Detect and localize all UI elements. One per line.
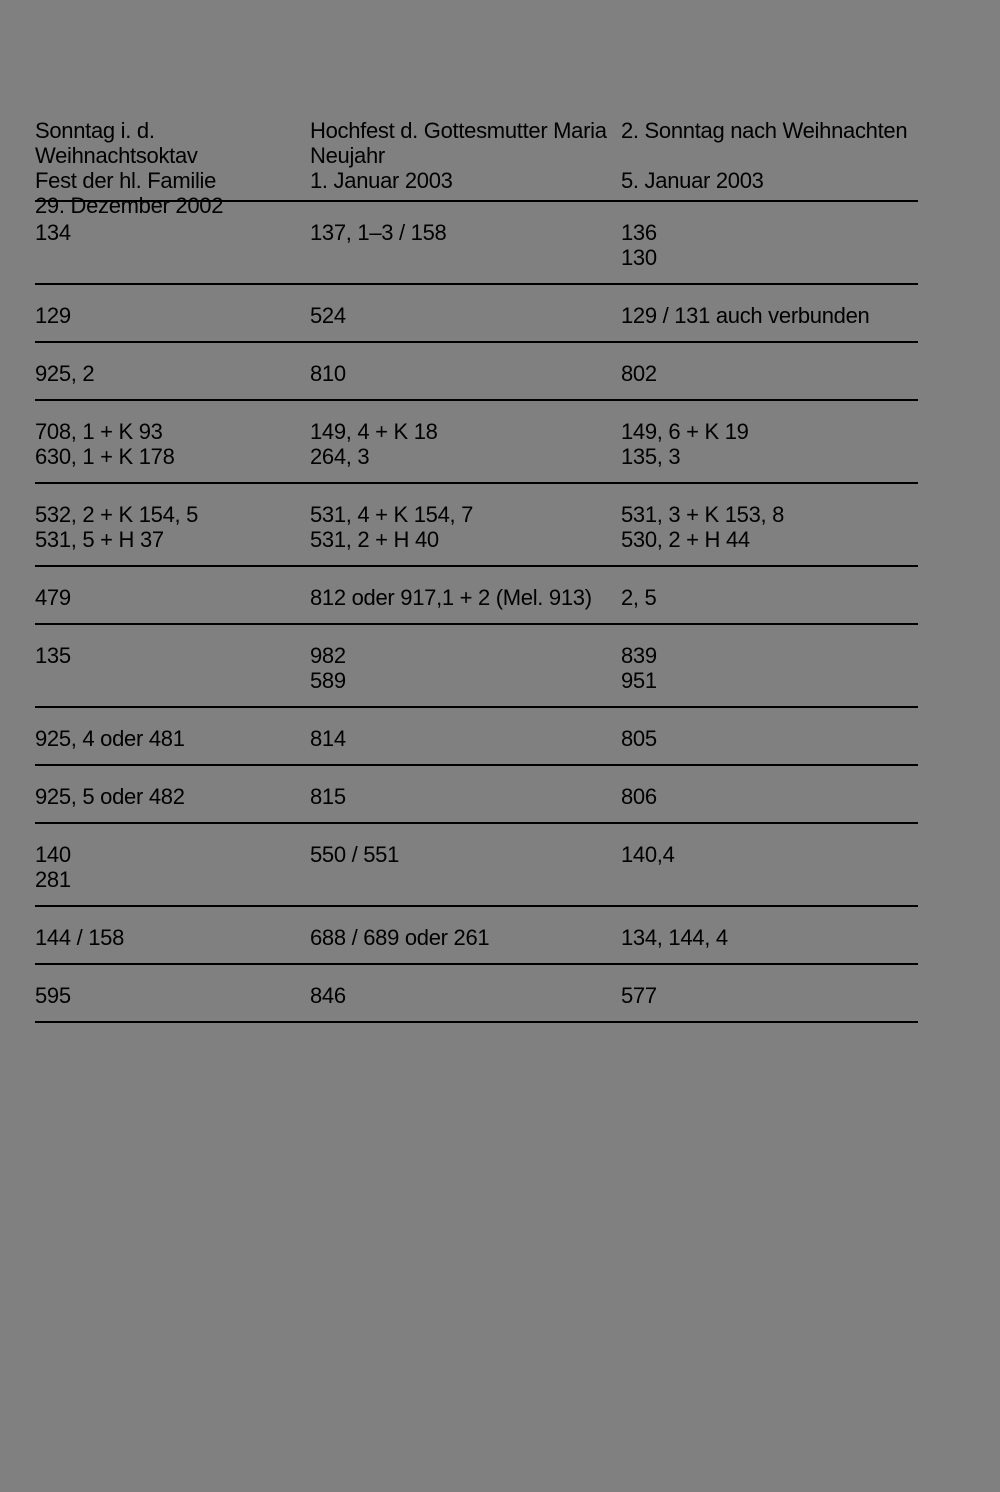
table-row: [35, 965, 918, 1021]
cell-line: 140,4: [621, 842, 675, 867]
header-col-2-line-1: Hochfest d. Gottesmutter Maria: [310, 118, 607, 143]
table-cell-col3: [621, 726, 918, 751]
cell-line: 802: [621, 361, 657, 386]
cell-line: 577: [621, 983, 657, 1008]
cell-line: 532, 2 + K 154, 5: [35, 502, 199, 527]
cell-line: 688 / 689 oder 261: [310, 925, 490, 950]
header-col-1: [35, 118, 310, 218]
header-col-1-line-1: Sonntag i. d. Weihnachtsoktav: [35, 118, 198, 168]
cell-line: 129 / 131 auch verbunden: [621, 303, 870, 328]
cell-line: 135, 3: [621, 444, 681, 469]
table-cell-col1: [35, 643, 310, 693]
table-cell-col1: [35, 585, 310, 610]
header-col-3: [621, 118, 918, 200]
table-cell-col1: [35, 842, 310, 892]
cell-line: 129: [35, 303, 71, 328]
table-row: [35, 401, 918, 482]
cell-line: 595: [35, 983, 71, 1008]
cell-line: 982: [310, 643, 346, 668]
table-cell-col1: [35, 419, 310, 469]
table-cell-col3: [621, 419, 918, 469]
divider: [35, 1021, 918, 1023]
header-col-3-line-1: 2. Sonntag nach Weihnachten: [621, 118, 908, 143]
table-cell-col3: [621, 925, 918, 950]
cell-line: 839: [621, 643, 657, 668]
table-cell-col2: [310, 784, 621, 809]
table-cell-col2: [310, 419, 621, 469]
cell-line: 812 oder 917,1 + 2 (Mel. 913): [310, 585, 592, 610]
table-cell-col2: [310, 303, 621, 328]
table-body: [35, 202, 918, 1023]
table-row: [35, 708, 918, 764]
cell-line: 135: [35, 643, 71, 668]
table-cell-col2: [310, 585, 621, 610]
cell-line: 530, 2 + H 44: [621, 527, 750, 552]
table-row: [35, 907, 918, 963]
table-cell-col1: [35, 361, 310, 386]
cell-line: 134: [35, 220, 71, 245]
table-cell-col3: [621, 361, 918, 386]
cell-line: 531, 4 + K 154, 7: [310, 502, 474, 527]
table-row: [35, 625, 918, 706]
cell-line: 531, 3 + K 153, 8: [621, 502, 785, 527]
table-cell-col3: [621, 842, 918, 892]
table-cell-col1: [35, 726, 310, 751]
cell-line: 149, 4 + K 18: [310, 419, 438, 444]
cell-line: 951: [621, 668, 657, 693]
cell-line: 550 / 551: [310, 842, 400, 867]
table-row: [35, 567, 918, 623]
table-cell-col3: [621, 585, 918, 610]
cell-line: 130: [621, 245, 657, 270]
cell-line: 479: [35, 585, 71, 610]
table-cell-col3: [621, 983, 918, 1008]
table-cell-col1: [35, 925, 310, 950]
table-row: [35, 824, 918, 905]
table-cell-col3: [621, 303, 918, 328]
cell-line: 264, 3: [310, 444, 370, 469]
table-row: [35, 484, 918, 565]
table-cell-col2: [310, 220, 621, 270]
header-col-2-line-3: 1. Januar 2003: [310, 168, 453, 193]
header-col-1-line-3: 29. Dezember 2002: [35, 193, 224, 218]
hymn-table: [35, 118, 918, 1023]
table-cell-col2: [310, 726, 621, 751]
cell-line: 814: [310, 726, 346, 751]
header-col-3-line-2: [621, 143, 918, 168]
cell-line: 524: [310, 303, 346, 328]
table-cell-col3: [621, 220, 918, 270]
cell-line: 140: [35, 842, 71, 867]
table-row: [35, 343, 918, 399]
cell-line: 925, 5 oder 482: [35, 784, 185, 809]
table-cell-col1: [35, 220, 310, 270]
table-cell-col2: [310, 361, 621, 386]
header-col-2: [310, 118, 621, 200]
cell-line: 630, 1 + K 178: [35, 444, 175, 469]
table-cell-col3: [621, 643, 918, 693]
cell-line: 149, 6 + K 19: [621, 419, 749, 444]
cell-line: 925, 2: [35, 361, 95, 386]
cell-line: 846: [310, 983, 346, 1008]
cell-line: 589: [310, 668, 346, 693]
table-cell-col3: [621, 784, 918, 809]
table-cell-col2: [310, 925, 621, 950]
table-cell-col2: [310, 502, 621, 552]
table-cell-col2: [310, 643, 621, 693]
header-col-3-line-3: 5. Januar 2003: [621, 168, 764, 193]
table-cell-col1: [35, 303, 310, 328]
table-header: [35, 118, 918, 218]
table-cell-col1: [35, 502, 310, 552]
table-cell-col2: [310, 842, 621, 892]
cell-line: 708, 1 + K 93: [35, 419, 163, 444]
table-cell-col1: [35, 983, 310, 1008]
cell-line: 136: [621, 220, 657, 245]
cell-line: 531, 2 + H 40: [310, 527, 439, 552]
table-cell-col3: [621, 502, 918, 552]
cell-line: 134, 144, 4: [621, 925, 728, 950]
cell-line: 805: [621, 726, 657, 751]
table-cell-col2: [310, 983, 621, 1008]
cell-line: 2, 5: [621, 585, 657, 610]
table-cell-col1: [35, 784, 310, 809]
cell-line: 144 / 158: [35, 925, 125, 950]
cell-line: 137, 1–3 / 158: [310, 220, 447, 245]
cell-line: 815: [310, 784, 346, 809]
cell-line: 925, 4 oder 481: [35, 726, 185, 751]
table-row: [35, 285, 918, 341]
cell-line: 531, 5 + H 37: [35, 527, 164, 552]
header-col-2-line-2: Neujahr: [310, 143, 385, 168]
cell-line: 806: [621, 784, 657, 809]
header-col-1-line-2: Fest der hl. Familie: [35, 168, 217, 193]
cell-line: 281: [35, 867, 71, 892]
table-row: [35, 766, 918, 822]
cell-line: 810: [310, 361, 346, 386]
